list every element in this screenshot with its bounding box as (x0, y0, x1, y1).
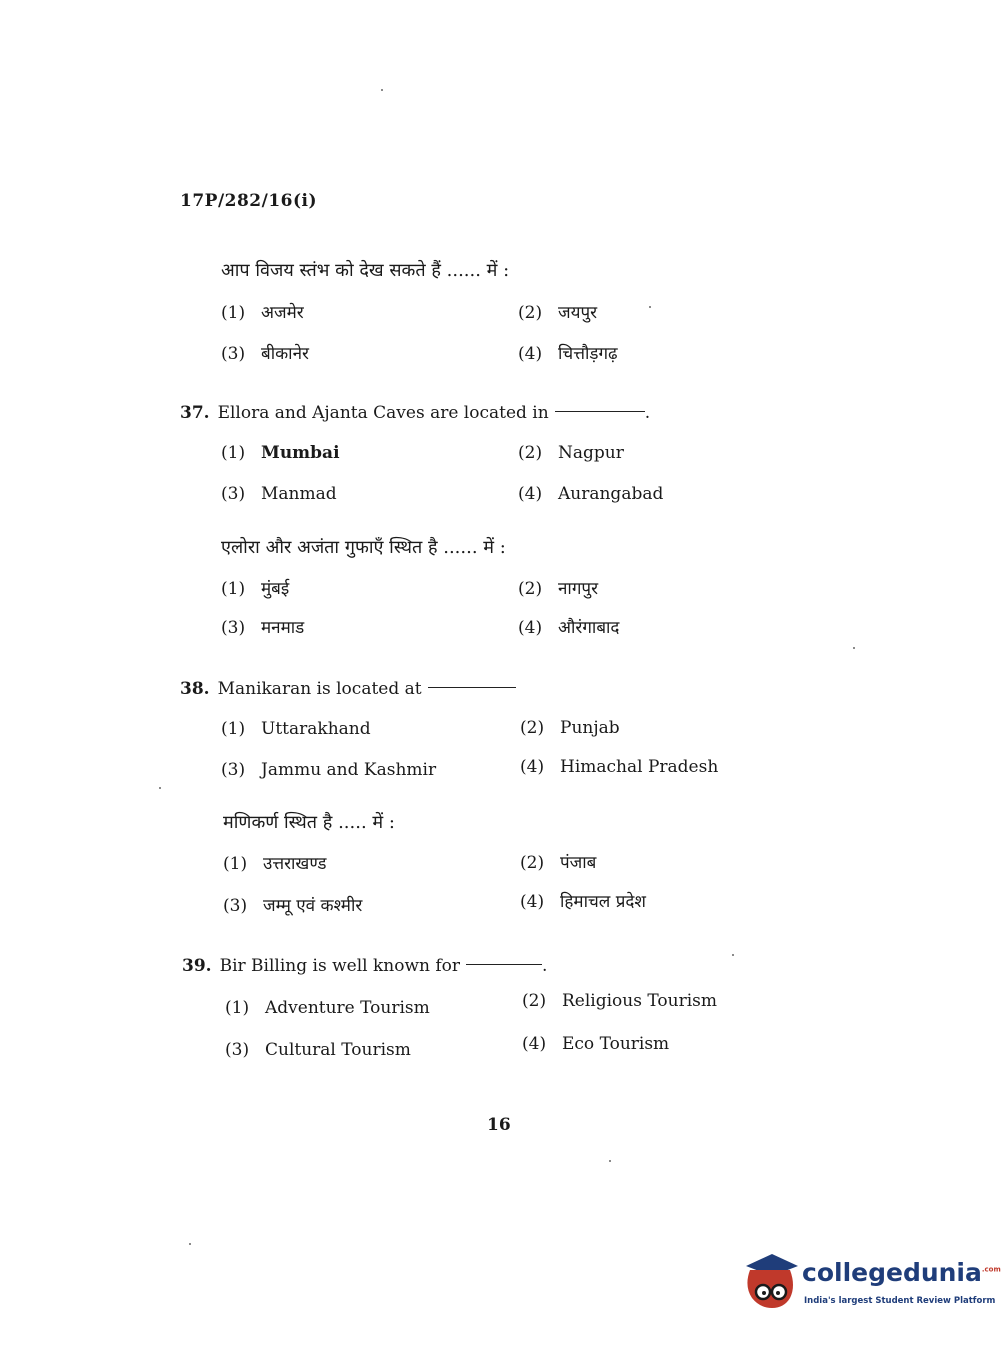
q38-hindi-option-2[interactable] (520, 850, 596, 873)
q37-option-4[interactable] (518, 484, 663, 504)
brand-domain: .com (981, 1265, 1001, 1274)
scan-speck (732, 954, 734, 956)
answer-blank (466, 964, 542, 965)
option-number: (1) (221, 719, 246, 739)
option-text: हिमाचल प्रदेश (560, 892, 646, 912)
page-number: 16 (487, 1115, 511, 1135)
q38-option-2[interactable] (520, 718, 620, 738)
option-number: (3) (223, 896, 248, 916)
question-text: Manikaran is located at (217, 679, 422, 699)
q36-hindi-option-2[interactable] (518, 300, 597, 323)
option-text: औरंगाबाद (558, 618, 620, 638)
q37-hindi-stem: एलोरा और अजंता गुफाएँ स्थित है ...... में : (221, 537, 506, 558)
q37-stem (180, 403, 650, 423)
option-text: Manmad (261, 484, 337, 504)
q36-hindi-option-4[interactable] (518, 341, 618, 364)
option-text: Adventure Tourism (265, 998, 430, 1018)
option-text: Cultural Tourism (265, 1040, 411, 1060)
brand-name (802, 1258, 1001, 1287)
q39-option-2[interactable] (522, 991, 717, 1011)
option-text: Himachal Pradesh (560, 757, 719, 777)
q38-option-1[interactable] (221, 719, 371, 739)
question-number: 37. (180, 403, 210, 423)
scan-speck (159, 787, 161, 789)
option-number: (1) (221, 303, 246, 323)
answer-blank (555, 411, 645, 412)
q38-stem (180, 679, 516, 699)
option-number: (2) (522, 991, 547, 1011)
q37-option-3[interactable] (221, 484, 337, 504)
option-text: Religious Tourism (562, 991, 717, 1011)
option-text: नागपुर (558, 579, 599, 599)
paper-code: 17P/282/16(i) (180, 191, 318, 211)
option-number: (3) (221, 618, 246, 638)
option-text: Uttarakhand (261, 719, 371, 739)
option-number: (2) (520, 853, 545, 873)
option-number: (3) (225, 1040, 250, 1060)
scan-speck (189, 1243, 191, 1245)
option-text: Aurangabad (558, 484, 664, 504)
option-text: मुंबई (261, 579, 290, 599)
question-end: . (542, 956, 548, 976)
question-end: . (644, 403, 651, 423)
option-text: Mumbai (261, 443, 340, 463)
option-number: (3) (221, 344, 246, 364)
option-text: जयपुर (558, 303, 598, 323)
scan-speck (609, 1160, 611, 1162)
q39-option-4[interactable] (522, 1034, 669, 1054)
option-number: (1) (221, 443, 246, 463)
option-number: (3) (221, 484, 246, 504)
option-number: (4) (518, 484, 543, 504)
q38-hindi-option-3[interactable] (223, 893, 362, 916)
option-number: (4) (522, 1034, 547, 1054)
option-text: Nagpur (558, 443, 624, 463)
q37-hindi-option-4[interactable] (518, 615, 619, 638)
option-number: (1) (221, 579, 246, 599)
q37-hindi-option-3[interactable] (221, 615, 304, 638)
option-text: उत्तराखण्ड (263, 854, 327, 874)
option-text: Jammu and Kashmir (261, 760, 437, 780)
q38-option-4[interactable] (520, 757, 718, 777)
option-number: (4) (518, 344, 543, 364)
scan-speck (381, 89, 383, 91)
option-text: Eco Tourism (562, 1034, 670, 1054)
option-number: (4) (518, 618, 543, 638)
q37-hindi-option-1[interactable] (221, 576, 289, 599)
option-number: (1) (223, 854, 248, 874)
q38-hindi-option-4[interactable] (520, 889, 646, 912)
brand-text: collegedunia (802, 1258, 982, 1287)
q36-hindi-stem: आप विजय स्तंभ को देख सकते हैं ...... में : (221, 260, 510, 281)
option-text: जम्मू एवं कश्मीर (263, 896, 363, 916)
q39-option-1[interactable] (225, 998, 430, 1018)
option-text: मनमाड (261, 618, 305, 638)
question-text: Bir Billing is well known for (219, 956, 461, 976)
option-number: (1) (225, 998, 250, 1018)
q38-hindi-stem: मणिकर्ण स्थित है ..... में : (223, 812, 395, 833)
scan-speck (649, 306, 651, 308)
q37-option-1[interactable] (221, 443, 340, 463)
option-number: (4) (520, 757, 545, 777)
answer-blank (428, 687, 516, 688)
collegedunia-logo (742, 1252, 1001, 1312)
option-text: पंजाब (560, 853, 597, 873)
question-number: 38. (180, 679, 210, 699)
option-text: Punjab (560, 718, 620, 738)
question-number: 39. (182, 956, 212, 976)
q36-hindi-option-1[interactable] (221, 300, 304, 323)
option-number: (2) (520, 718, 545, 738)
option-number: (2) (518, 443, 543, 463)
q38-hindi-option-1[interactable] (223, 851, 327, 874)
q38-option-3[interactable] (221, 760, 436, 780)
scan-speck (853, 647, 855, 649)
mascot-icon (742, 1252, 800, 1312)
option-text: चित्तौड़गढ़ (558, 344, 618, 364)
q37-option-2[interactable] (518, 443, 624, 463)
question-text: Ellora and Ajanta Caves are located in (217, 403, 549, 423)
brand-tagline: India's largest Student Review Platform (804, 1296, 996, 1306)
option-number: (2) (518, 303, 543, 323)
option-text: अजमेर (261, 303, 304, 323)
q37-hindi-option-2[interactable] (518, 576, 598, 599)
option-number: (4) (520, 892, 545, 912)
q36-hindi-option-3[interactable] (221, 341, 309, 364)
q39-stem (182, 956, 547, 976)
q39-option-3[interactable] (225, 1040, 411, 1060)
option-number: (2) (518, 579, 543, 599)
option-number: (3) (221, 760, 246, 780)
option-text: बीकानेर (261, 344, 309, 364)
